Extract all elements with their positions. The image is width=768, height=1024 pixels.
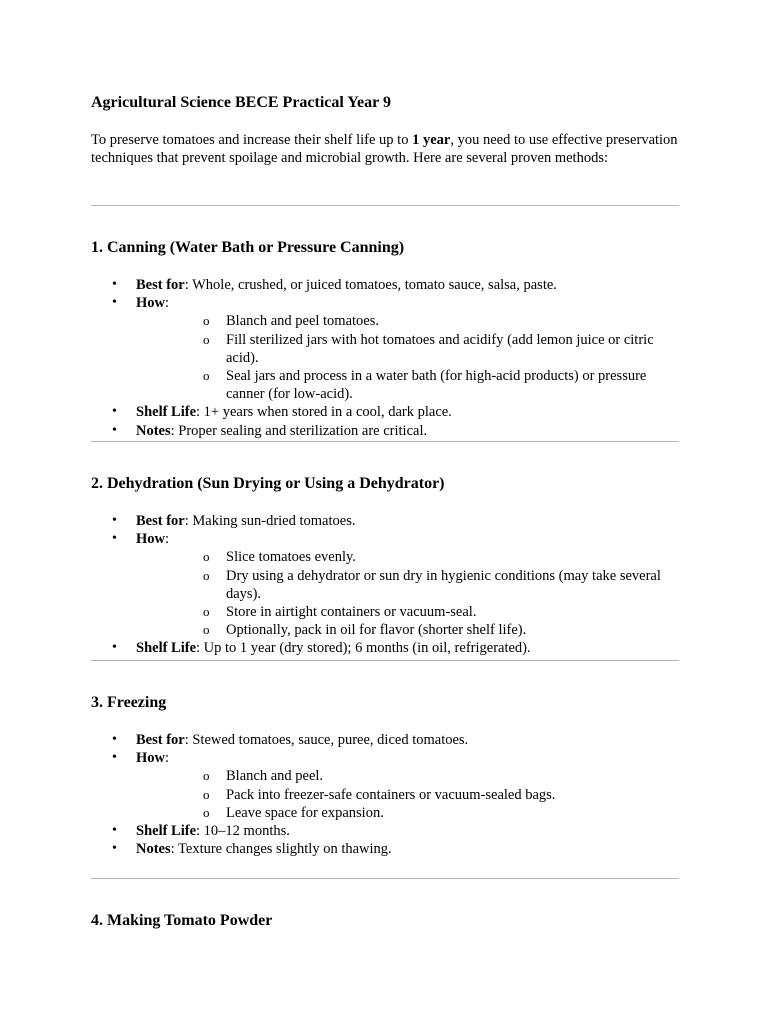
section-1-heading: 1. Canning (Water Bath or Pressure Canning): [91, 239, 405, 256]
sub-list: [136, 312, 679, 403]
sub-bullet-icon: o: [203, 549, 210, 565]
list-item: • How: o Blanch and peel tomatoes. o Fill sterilized jars with hot tomatoes and acidify (add lemon juice or citric acid). o Seal jars and process in a water bath (for high-acid products) or pressure canner (for low-acid).: [91, 294, 679, 403]
bullet-icon: •: [112, 531, 117, 547]
bullet-icon: •: [112, 823, 117, 839]
sub-list-item: o Seal jars and process in a water bath (for high-acid products) or pressure canner (for low-acid).: [203, 368, 647, 403]
sub-list-item: o Optionally, pack in oil for flavor (shorter shelf life).: [203, 622, 527, 639]
intro-bold-duration: 1 year: [412, 132, 451, 148]
sub-bullet-icon: o: [203, 368, 210, 384]
section-4-heading: 4. Making Tomato Powder: [91, 912, 273, 929]
bullet-icon: •: [112, 404, 117, 420]
bullet-icon: •: [112, 750, 117, 766]
list-item: • Shelf Life: 1+ years when stored in a cool, dark place.: [112, 404, 452, 421]
divider-1: [91, 205, 679, 206]
list-item: • Shelf Life: 10–12 months.: [112, 823, 290, 840]
divider-3: [91, 660, 679, 661]
bullet-icon: •: [112, 422, 117, 438]
list-item: • Best for: Making sun-dried tomatoes.: [112, 513, 356, 529]
bullet-icon: •: [112, 277, 117, 292]
intro-text-start: To preserve tomatoes and increase their shelf life up to: [91, 132, 413, 148]
sub-bullet-icon: o: [203, 768, 210, 784]
intro-paragraph: [91, 131, 679, 167]
section-2-list: [91, 512, 679, 658]
bullet-icon: •: [112, 640, 117, 656]
sub-list-item: o Pack into freezer-safe containers or vacuum-sealed bags.: [203, 786, 556, 803]
sub-bullet-icon: o: [203, 567, 210, 583]
section-2-heading: 2. Dehydration (Sun Drying or Using a Dehydrator): [91, 475, 445, 492]
intro-text-end: , you need to use effective preservation techniques that prevent spoilage and microbial growth. Here are several proven methods:: [91, 132, 678, 166]
sub-bullet-icon: o: [203, 604, 210, 620]
section-1-list: [91, 276, 679, 440]
bullet-icon: •: [112, 295, 117, 311]
list-item: • How: o Slice tomatoes evenly. o Dry using a dehydrator or sun dry in hygienic conditions (may take several days). o Store in airtight containers or vacuum-seal. o Optionally, pack in oil for flavor (shorter shelf life).: [91, 530, 679, 639]
sub-list-item: o Dry using a dehydrator or sun dry in hygienic conditions (may take several days).: [203, 567, 661, 602]
sub-list-item: o Leave space for expansion.: [203, 804, 384, 821]
list-item: • Notes: Texture changes slightly on thawing.: [112, 841, 392, 858]
sub-list-item: o Fill sterilized jars with hot tomatoes and acidify (add lemon juice or citric acid).: [203, 331, 654, 366]
list-item: • Notes: Proper sealing and sterilization are critical.: [112, 422, 428, 439]
sub-bullet-icon: o: [203, 313, 210, 329]
sub-list-item: o Store in airtight containers or vacuum-seal.: [203, 604, 477, 621]
bullet-icon: •: [112, 841, 117, 857]
sub-list-item: o Slice tomatoes evenly.: [203, 549, 356, 566]
section-3-heading: 3. Freezing: [91, 694, 167, 711]
sub-list: [136, 767, 679, 822]
bullet-icon: •: [112, 732, 117, 747]
list-item: • Best for: Whole, crushed, or juiced tomatoes, tomato sauce, salsa, paste.: [112, 277, 557, 293]
document-title: Agricultural Science BECE Practical Year 9: [91, 94, 391, 111]
sub-bullet-icon: o: [203, 786, 210, 802]
sub-list: [136, 548, 679, 639]
list-item: • Best for: Stewed tomatoes, sauce, puree, diced tomatoes.: [112, 732, 469, 748]
sub-list-item: o Blanch and peel tomatoes.: [203, 313, 380, 330]
sub-list-item: o Blanch and peel.: [203, 768, 324, 785]
divider-4: [91, 878, 679, 879]
bullet-icon: •: [112, 513, 117, 528]
list-item: • How: o Blanch and peel. o Pack into freezer-safe containers or vacuum-sealed bags. o Leave space for expansion.: [91, 749, 679, 822]
list-item: • Shelf Life: Up to 1 year (dry stored); 6 months (in oil, refrigerated).: [112, 640, 531, 657]
sub-bullet-icon: o: [203, 804, 210, 820]
divider-2: [91, 441, 679, 442]
section-3-list: [91, 731, 679, 858]
sub-bullet-icon: o: [203, 331, 210, 347]
sub-bullet-icon: o: [203, 622, 210, 638]
